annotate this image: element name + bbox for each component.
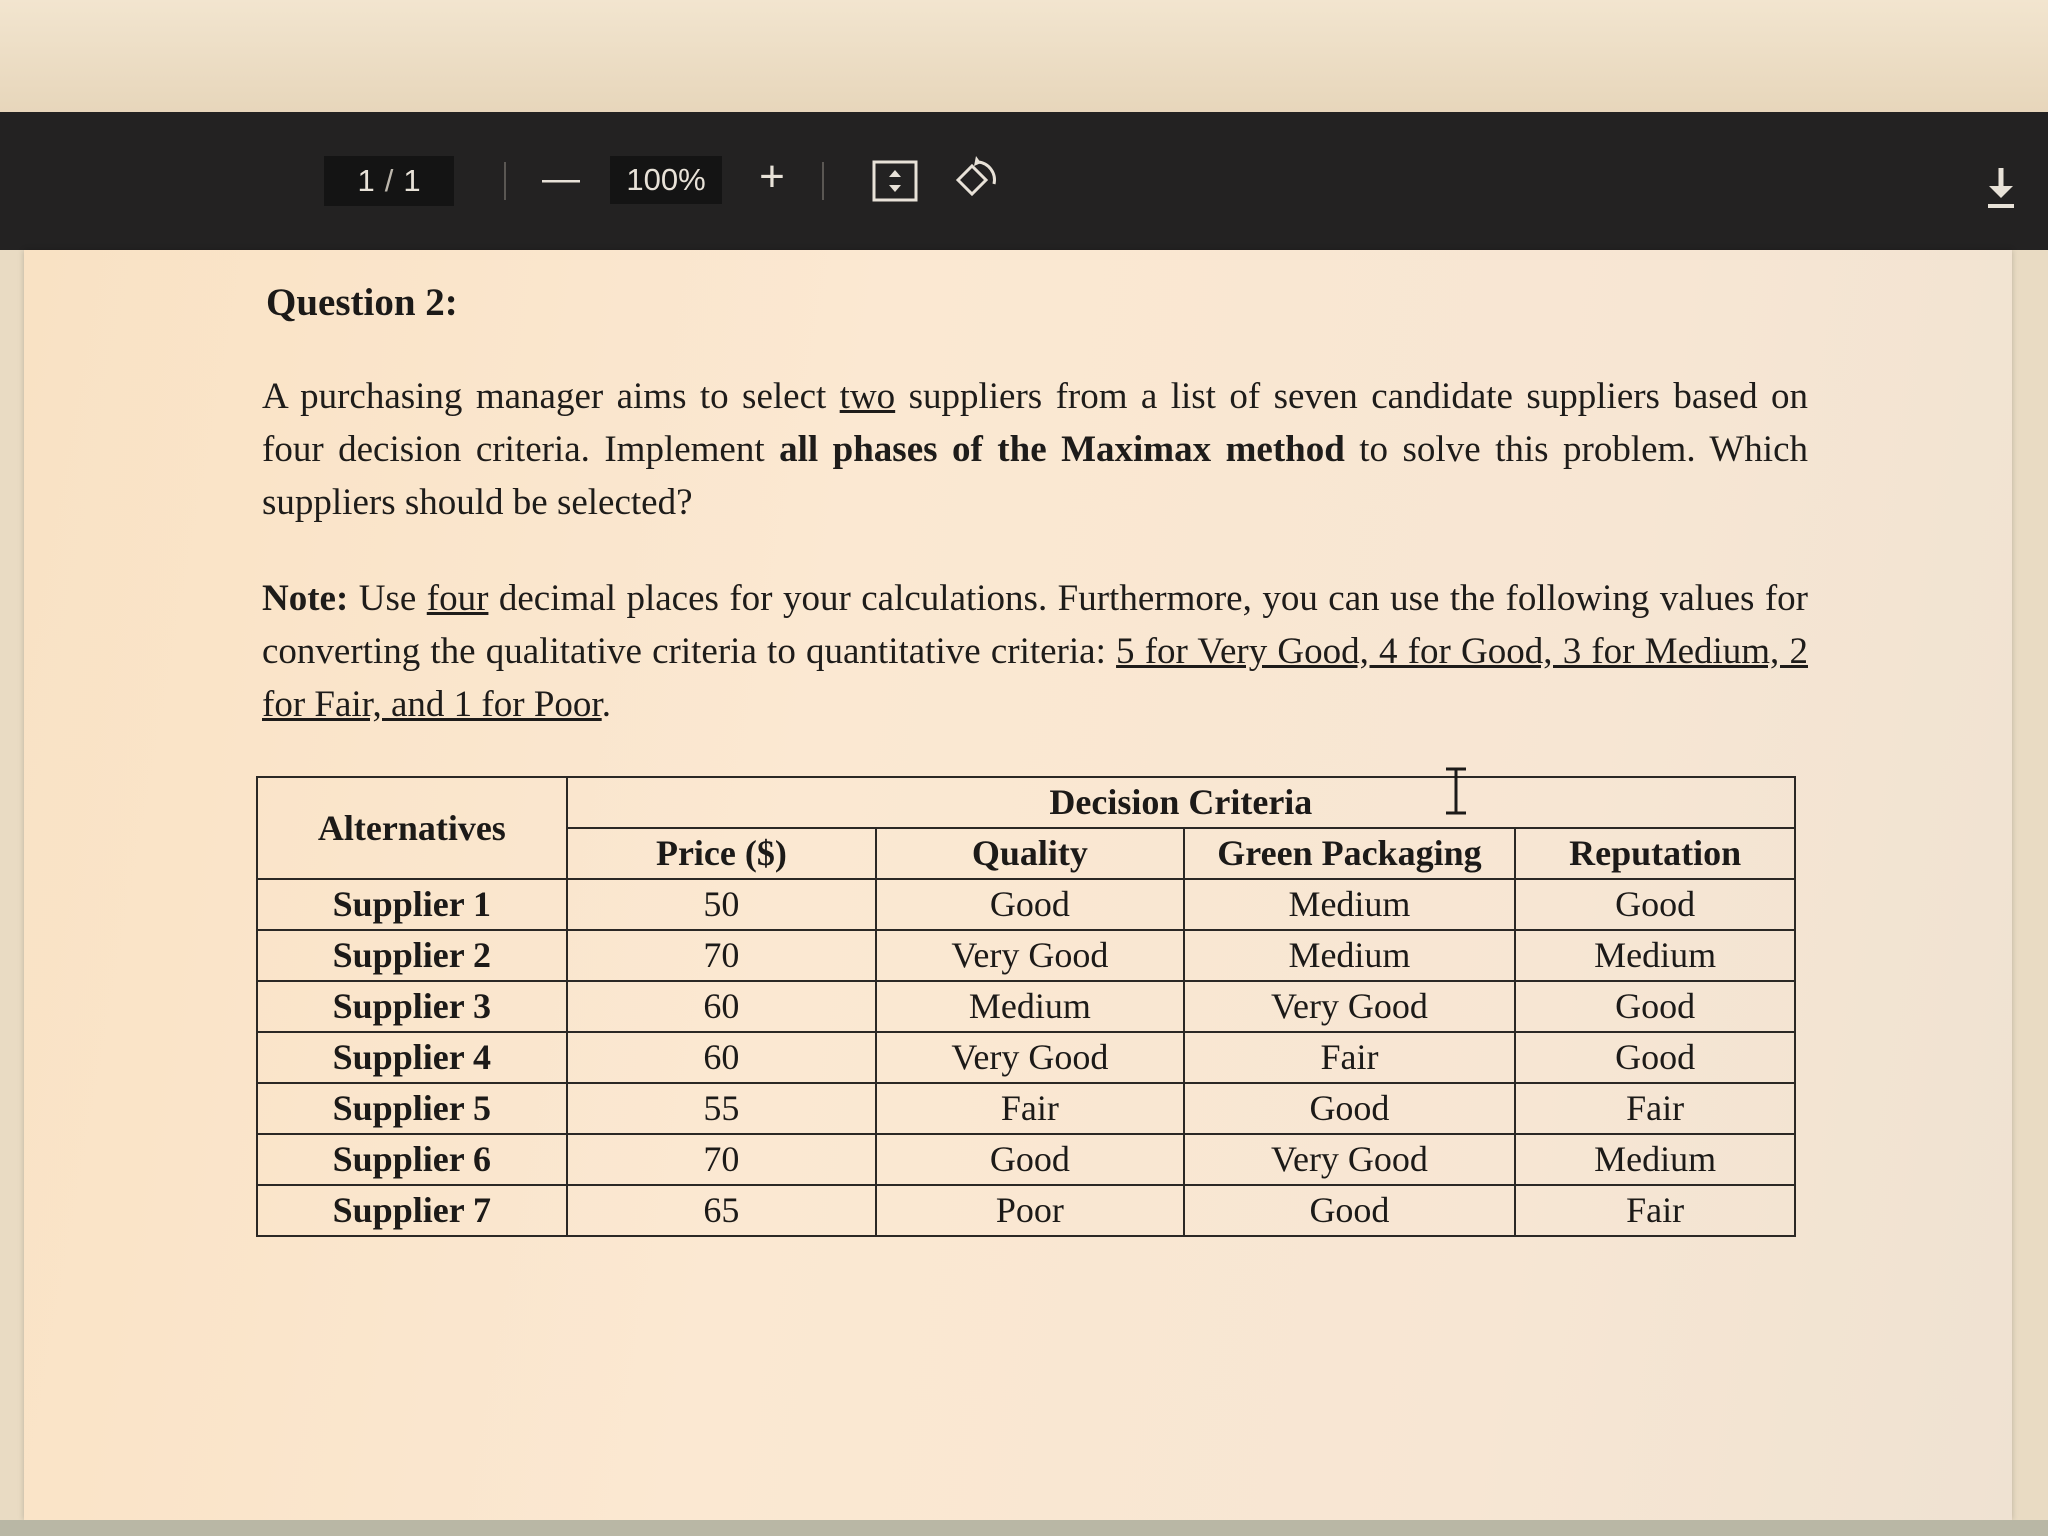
price-cell: 60 <box>567 1032 876 1083</box>
paragraph-text: Use <box>348 578 427 619</box>
reputation-cell: Medium <box>1515 1134 1795 1185</box>
alternatives-header: Alternatives <box>257 777 567 879</box>
supplier-name: Supplier 4 <box>257 1032 567 1083</box>
reputation-cell: Fair <box>1515 1185 1795 1236</box>
fit-page-icon <box>870 156 920 206</box>
pdf-page <box>24 250 2012 1520</box>
table-header-row <box>257 777 1795 828</box>
pdf-toolbar <box>0 112 2048 250</box>
note-label: Note: <box>262 578 349 619</box>
table-row <box>257 1134 1795 1185</box>
download-button[interactable] <box>1976 164 2026 214</box>
green-packaging-cell: Medium <box>1184 879 1516 930</box>
table-row <box>257 879 1795 930</box>
download-icon <box>1976 164 2026 214</box>
table-row <box>257 981 1795 1032</box>
underlined-two: two <box>839 376 896 417</box>
zoom-in-button[interactable]: + <box>759 152 785 201</box>
underlined-four: four <box>426 578 489 619</box>
fit-page-button[interactable] <box>870 156 920 206</box>
green-packaging-cell: Medium <box>1184 930 1516 981</box>
question-title: Question 2: <box>266 281 458 324</box>
quality-cell: Very Good <box>876 930 1184 981</box>
screen-bottom-bezel <box>0 1520 2048 1536</box>
toolbar-divider <box>504 162 506 200</box>
column-header-green-packaging: Green Packaging <box>1184 828 1516 879</box>
green-packaging-cell: Good <box>1184 1083 1516 1134</box>
page-indicator <box>324 156 454 206</box>
page-separator: / <box>384 163 394 198</box>
toolbar-divider <box>822 162 824 200</box>
green-packaging-cell: Very Good <box>1184 1134 1516 1185</box>
paragraph-text: suppliers from a list of seven candidate suppliers based on four decision criteria. Implement <box>262 376 1808 470</box>
quality-cell: Medium <box>876 981 1184 1032</box>
decision-criteria-header: Decision Criteria <box>567 777 1795 828</box>
supplier-name: Supplier 2 <box>257 930 567 981</box>
reputation-cell: Fair <box>1515 1083 1795 1134</box>
column-header-price: Price ($) <box>567 828 876 879</box>
rotate-button[interactable] <box>950 154 1000 204</box>
table-row <box>257 1083 1795 1134</box>
price-cell: 55 <box>567 1083 876 1134</box>
quality-cell: Very Good <box>876 1032 1184 1083</box>
green-packaging-cell: Good <box>1184 1185 1516 1236</box>
table-row <box>257 930 1795 981</box>
paragraph-text: decimal places for your calculations. Furthermore, you can use the following values for converting the qualitative criteria to quantitative criteria: <box>262 578 1808 672</box>
note-paragraph <box>262 572 1808 731</box>
reputation-cell: Good <box>1515 981 1795 1032</box>
current-page-input[interactable]: 1 <box>357 163 375 198</box>
table-row <box>257 1185 1795 1236</box>
supplier-name: Supplier 1 <box>257 879 567 930</box>
question-paragraph <box>262 370 1808 529</box>
supplier-name: Supplier 7 <box>257 1185 567 1236</box>
screen-top-bezel <box>0 0 2048 112</box>
price-cell: 50 <box>567 879 876 930</box>
quality-cell: Good <box>876 879 1184 930</box>
table-row <box>257 1032 1795 1083</box>
paragraph-text: A purchasing manager aims to select <box>262 376 840 417</box>
price-cell: 60 <box>567 981 876 1032</box>
quality-cell: Good <box>876 1134 1184 1185</box>
quality-cell: Fair <box>876 1083 1184 1134</box>
green-packaging-cell: Fair <box>1184 1032 1516 1083</box>
paragraph-text: to solve this problem. Which suppliers should be selected? <box>262 429 1808 523</box>
reputation-cell: Medium <box>1515 930 1795 981</box>
green-packaging-cell: Very Good <box>1184 981 1516 1032</box>
supplier-name: Supplier 3 <box>257 981 567 1032</box>
zoom-level-input[interactable]: 100% <box>610 156 722 204</box>
rotate-icon <box>950 154 1000 204</box>
text-cursor-icon <box>1436 766 1476 816</box>
conversion-values: 5 for Very Good, 4 for Good, 3 for Medium, 2 for Fair, and 1 for Poor <box>262 631 1808 725</box>
bold-method-text: all phases of the Maximax method <box>779 429 1345 470</box>
price-cell: 65 <box>567 1185 876 1236</box>
column-header-quality: Quality <box>876 828 1184 879</box>
paragraph-text: . <box>601 684 611 725</box>
price-cell: 70 <box>567 930 876 981</box>
supplier-name: Supplier 6 <box>257 1134 567 1185</box>
zoom-out-button[interactable]: — <box>542 157 580 200</box>
column-header-reputation: Reputation <box>1515 828 1795 879</box>
reputation-cell: Good <box>1515 879 1795 930</box>
price-cell: 70 <box>567 1134 876 1185</box>
quality-cell: Poor <box>876 1185 1184 1236</box>
supplier-name: Supplier 5 <box>257 1083 567 1134</box>
total-pages: 1 <box>403 163 421 198</box>
reputation-cell: Good <box>1515 1032 1795 1083</box>
decision-criteria-table <box>256 776 1796 1237</box>
